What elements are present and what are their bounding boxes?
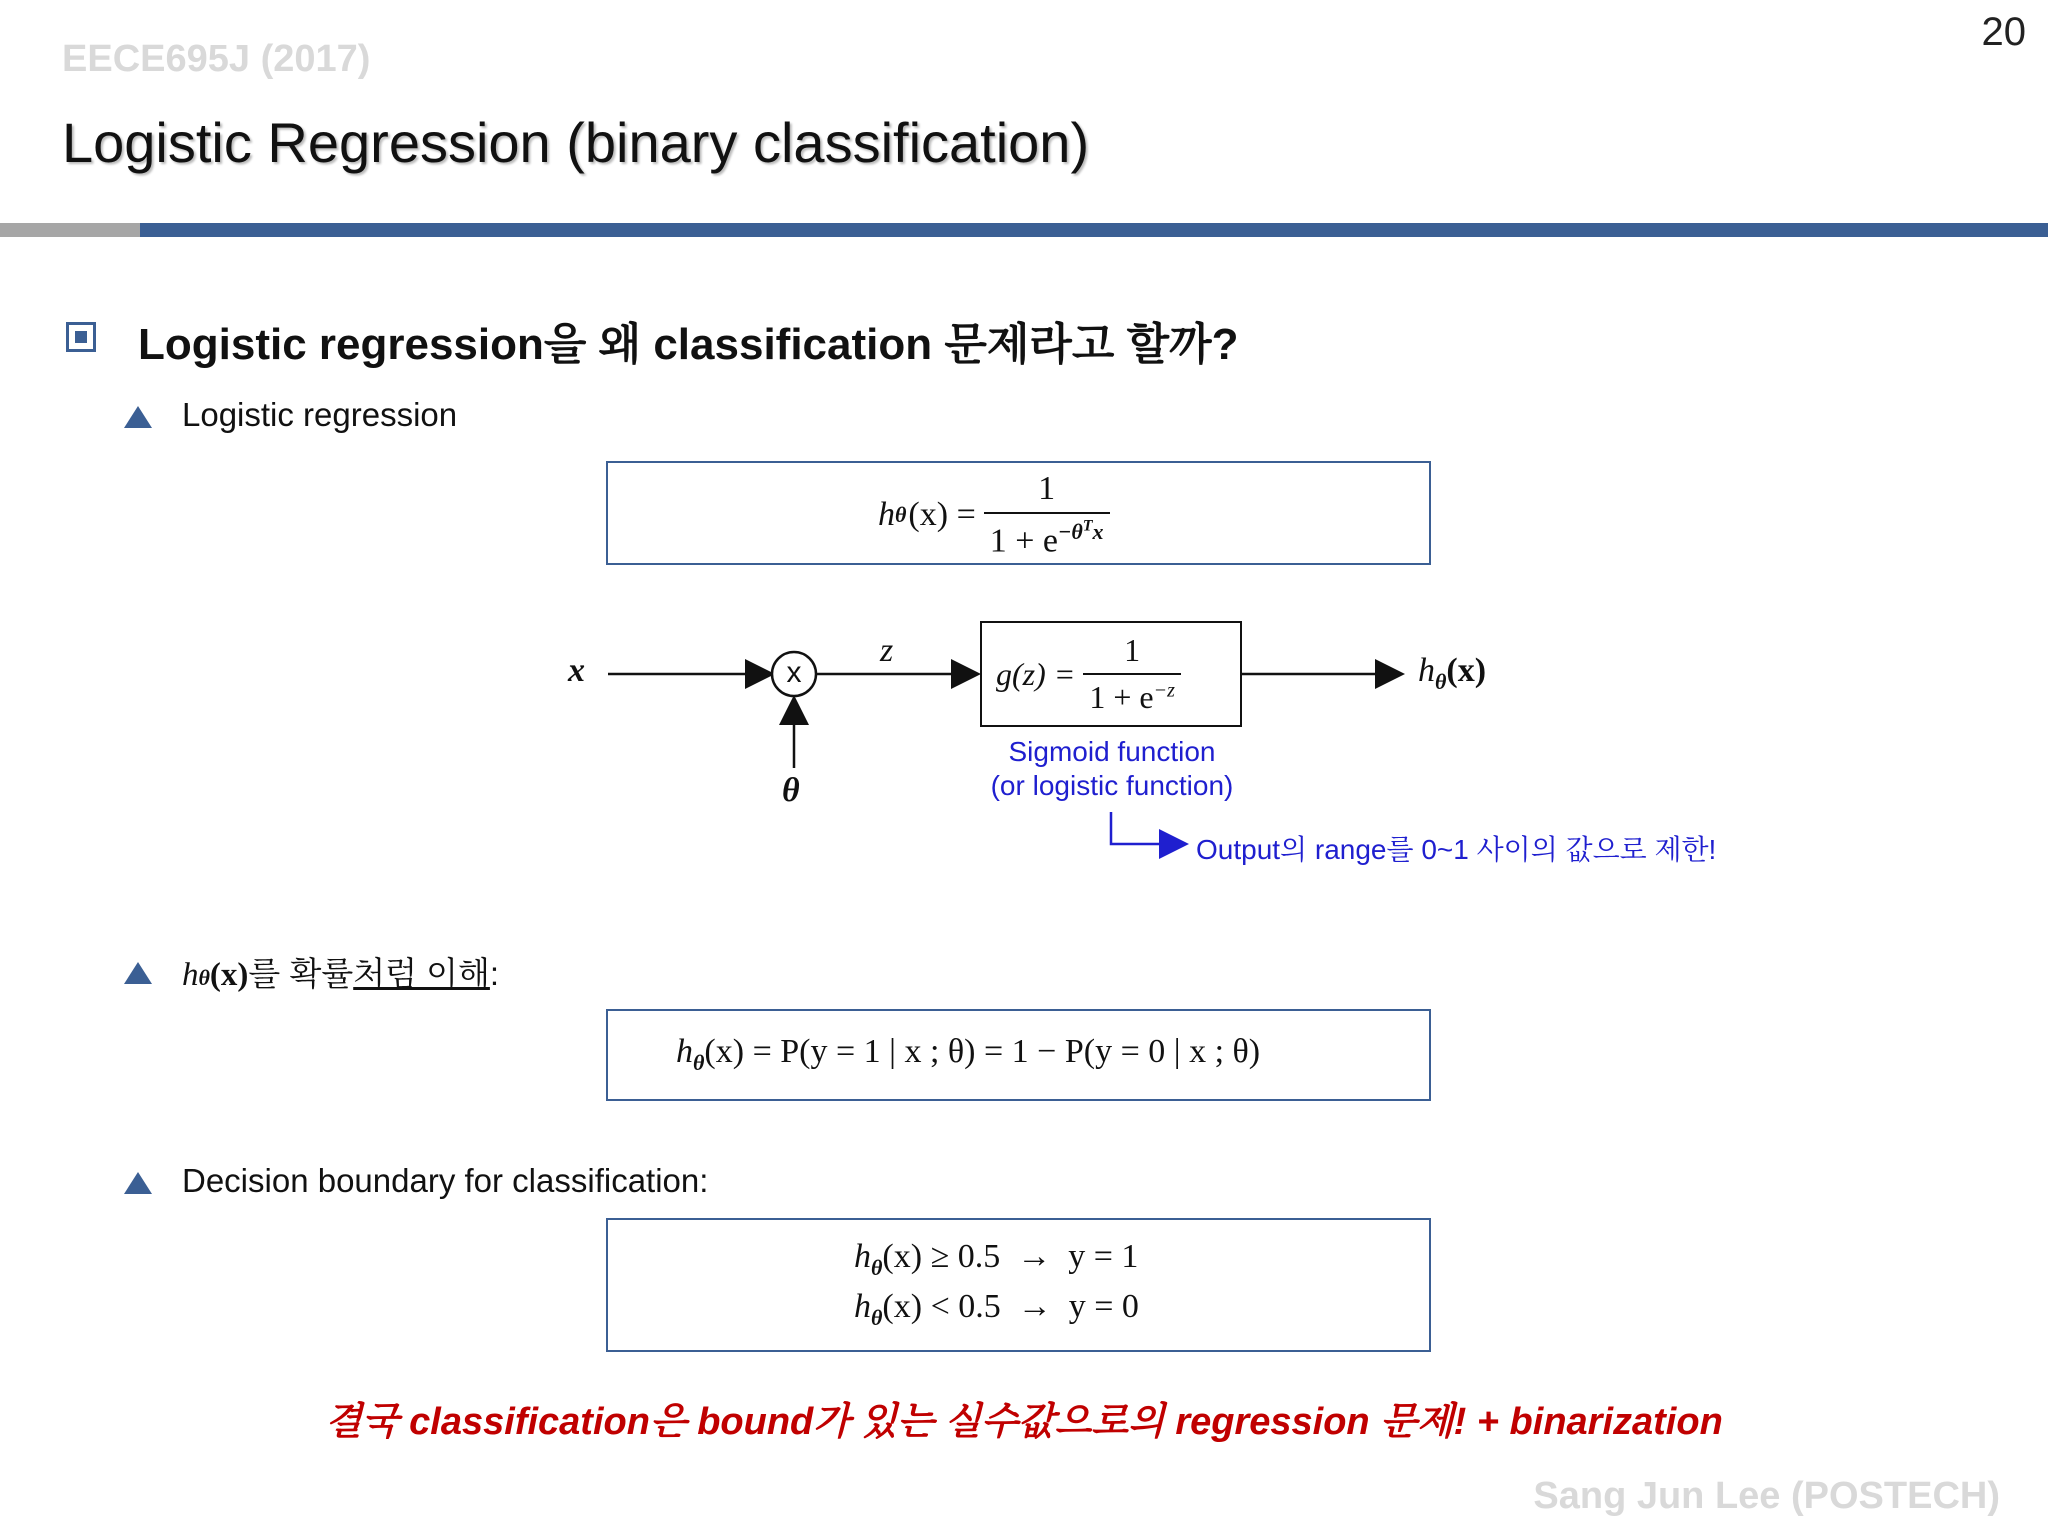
output-h-label	[1418, 652, 1486, 695]
prob-rest: (x) = P(y = 1 | x ; θ) = 1 − P(y = 0 | x ; θ)	[704, 1033, 1261, 1070]
formula-theta-sub: θ	[895, 502, 907, 527]
dec1-theta-sub: θ	[871, 1254, 883, 1280]
dec1-h: h	[854, 1238, 871, 1275]
sigmoid-caption-line2: (or logistic function)	[990, 770, 1234, 801]
formula-h: h	[878, 496, 895, 533]
dec2-theta-sub: θ	[871, 1304, 883, 1330]
item2-text-underlined: 처럼 이해	[353, 955, 490, 992]
formula-exp-sup: T	[1082, 517, 1093, 535]
conclusion-statement: 결국 classification은 bound가 있는 실수값으로의 regression 문제! + binarization	[325, 1401, 1723, 1443]
decision-line-2	[854, 1288, 1139, 1331]
sigmoid-denominator	[1083, 673, 1181, 716]
sigmoid-den-base: 1 + e	[1089, 679, 1154, 715]
prob-h: h	[676, 1033, 693, 1070]
dec2-rest: (x) < 0.5 → y = 0	[882, 1288, 1139, 1325]
item2-h: h	[182, 957, 199, 993]
sigmoid-caption-line1: Sigmoid function	[1008, 736, 1216, 767]
sigmoid-exp: −z	[1153, 679, 1175, 702]
item-logistic-regression-label: Logistic regression	[182, 396, 458, 433]
page-number: 20	[1981, 10, 2026, 54]
output-h: h	[1418, 652, 1435, 689]
item2-text: 를 확률	[248, 955, 354, 992]
probability-formula	[676, 1033, 1260, 1076]
prob-theta-sub: θ	[693, 1049, 705, 1075]
sigmoid-fraction	[1083, 632, 1181, 716]
decision-boundary-box	[606, 1218, 1431, 1352]
sigmoid-lhs: g(z) =	[996, 655, 1076, 692]
z-label: z	[880, 632, 894, 669]
probability-formula-box	[606, 1009, 1431, 1101]
formula-exp-tail: x	[1092, 519, 1104, 544]
footer-author: Sang Jun Lee (POSTECH)	[1533, 1475, 2000, 1517]
theta-input-label: θ	[782, 772, 800, 809]
note-connector	[1111, 812, 1180, 844]
section-heading: Logistic regression을 왜 classification 문제라고 할까?	[138, 320, 1239, 369]
course-code: EECE695J (2017)	[62, 38, 371, 80]
sigmoid-numerator: 1	[1124, 632, 1141, 668]
multiply-node-label: x	[786, 656, 802, 689]
output-range-note: Output의 range를 0~1 사이의 값으로 제한!	[1196, 834, 1717, 865]
triangle-bullet-icon	[124, 1172, 152, 1194]
output-arg: (x)	[1446, 652, 1487, 689]
decision-line-1	[854, 1238, 1138, 1281]
dec1-rest: (x) ≥ 0.5 → y = 1	[882, 1238, 1139, 1275]
formula-exp: −θ	[1058, 519, 1083, 544]
sigmoid-formula	[996, 628, 1181, 720]
formula-numerator: 1	[1038, 469, 1056, 507]
input-x-label: x	[568, 652, 585, 689]
dec2-h: h	[854, 1288, 871, 1325]
formula-arg: (x) =	[908, 496, 976, 533]
item2-arg: (x)	[209, 957, 249, 993]
item2-colon: :	[489, 955, 500, 992]
output-theta-sub: θ	[1435, 668, 1447, 694]
slide-title: Logistic Regression (binary classification)	[62, 111, 1090, 174]
item-decision-boundary-label: Decision boundary for classification:	[182, 1162, 709, 1199]
triangle-bullet-icon	[124, 962, 152, 984]
item2-theta-sub: θ	[198, 965, 210, 990]
item-probability-label	[182, 948, 499, 995]
formula-den-base: 1 + e	[989, 522, 1059, 560]
